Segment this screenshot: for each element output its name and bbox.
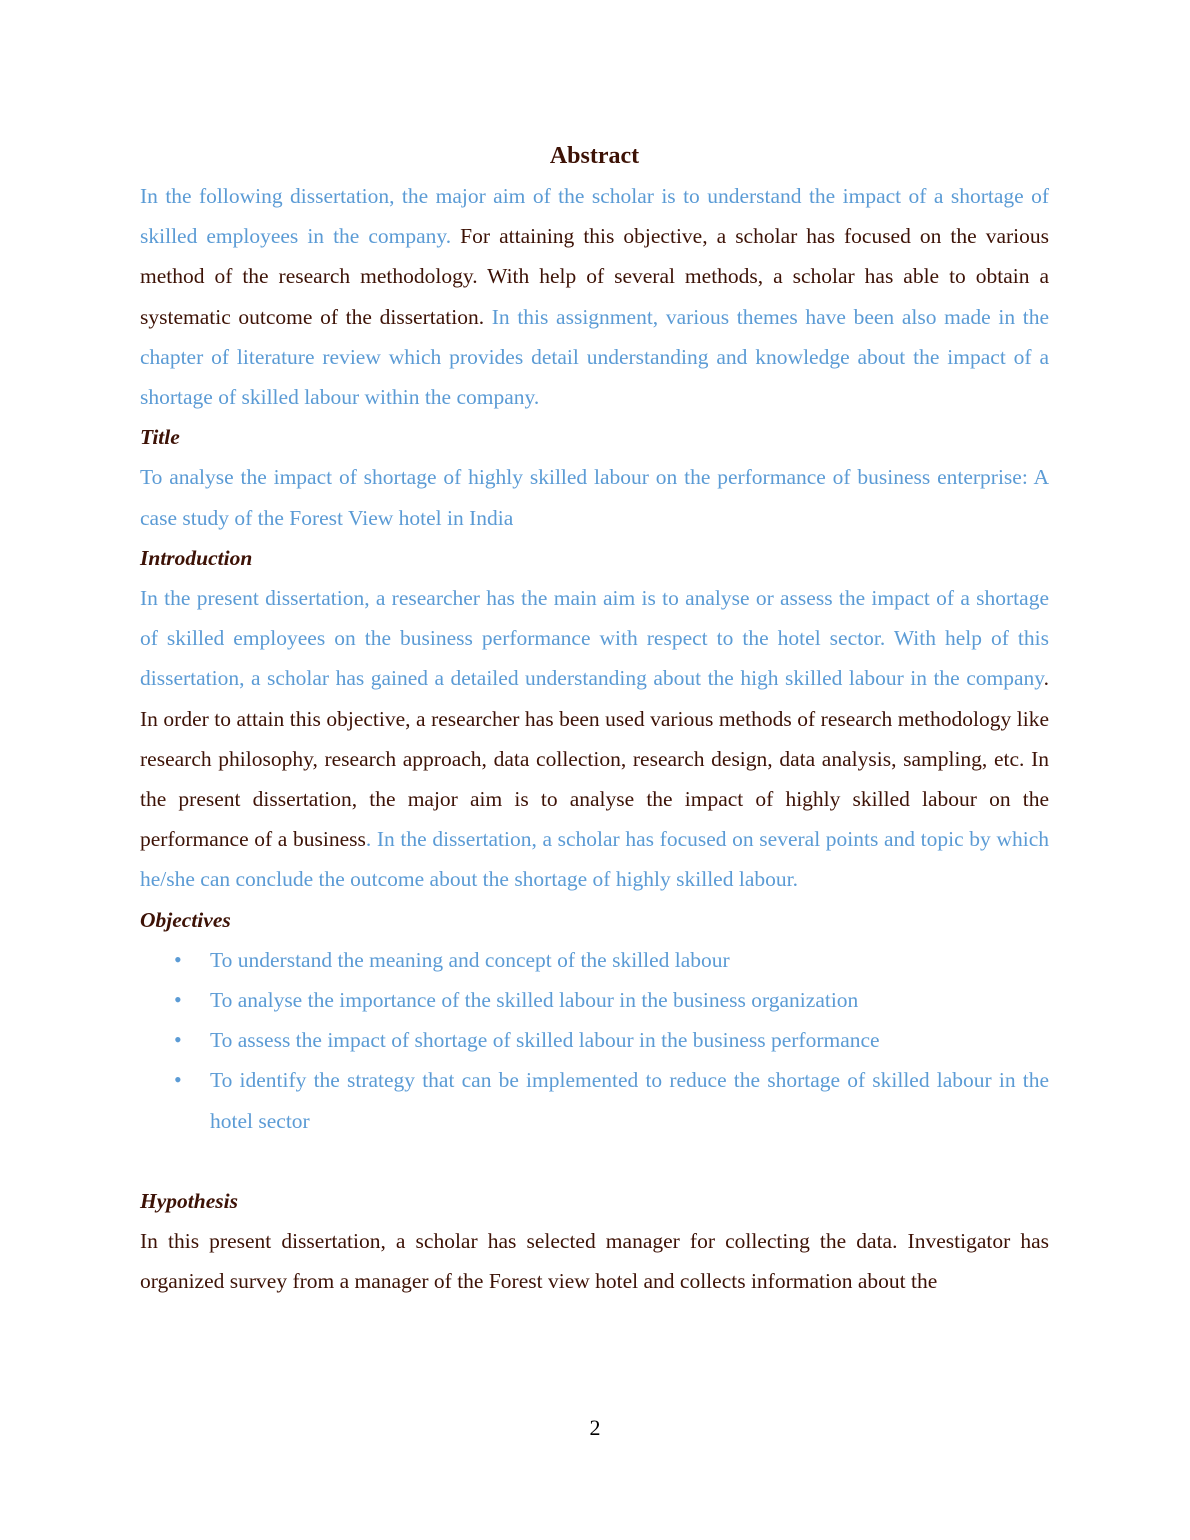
abstract-heading: Abstract <box>549 143 640 169</box>
abstract-text-blue-2: In this assignment, various themes have been also made in the chapter of literature review which provides detail understanding and knowledge about the impact of a shortage of skilled labour within the company. <box>140 304 1049 410</box>
title-heading: Title <box>140 425 180 450</box>
objective-item <box>140 980 1049 1020</box>
bullet-icon: • <box>174 946 182 972</box>
objective-text: To understand the meaning and concept of the skilled labour <box>210 947 730 972</box>
objective-text: To identify the strategy that can be implemented to reduce the shortage of skilled labour in the hotel sector <box>210 1068 1049 1133</box>
page-content <box>140 136 1049 1301</box>
introduction-text-blue-1: In the present dissertation, a researcher has the main aim is to analyse or assess the impact of a shortage of skilled employees on the business performance with respect to the hotel sector. With help of this dissertation, a scholar has gained a detailed understanding about the high skilled labour in the company <box>140 586 1049 691</box>
bullet-icon: • <box>174 1027 182 1053</box>
blank-line <box>140 1141 1049 1181</box>
introduction-paragraph <box>140 578 1049 900</box>
objectives-heading: Objectives <box>140 907 231 932</box>
objective-item <box>140 1060 1049 1140</box>
objective-text: To assess the impact of shortage of skilled labour in the business performance <box>210 1028 880 1053</box>
objective-item <box>140 940 1049 980</box>
hypothesis-heading: Hypothesis <box>140 1188 238 1213</box>
introduction-heading: Introduction <box>140 545 253 570</box>
introduction-text-dark-1: . In order to attain this objective, a researcher has been used various methods of research methodology like research philosophy, research approach, data collection, research design, data analysis, sampling, etc. In the present dissertation, the major aim is to analyse the impact of highly skilled labour on the performance of a business <box>140 666 1049 852</box>
objectives-list <box>140 940 1049 1141</box>
abstract-text-dark-1: For attaining this objective, a scholar has focused on the various method of the research methodology. With help of several methods, a scholar has able to obtain a systematic outcome of the dissertation. <box>140 224 1049 329</box>
bullet-icon: • <box>174 1067 182 1093</box>
objective-text: To analyse the importance of the skilled labour in the business organization <box>210 988 859 1013</box>
title-paragraph: To analyse the impact of shortage of highly skilled labour on the performance of business enterprise: A case study of the Forest View hotel in India <box>140 465 1049 530</box>
bullet-icon: • <box>174 987 182 1013</box>
objective-item <box>140 1020 1049 1060</box>
hypothesis-paragraph: In this present dissertation, a scholar has selected manager for collecting the data. Investigator has organized survey from a manager of the Forest view hotel and collects information about the <box>140 1229 1049 1294</box>
introduction-text-blue-2: . In the dissertation, a scholar has focused on several points and topic by which he/she can conclude the outcome about the shortage of highly skilled labour. <box>140 827 1049 892</box>
abstract-text-blue-1: In the following dissertation, the major aim of the scholar is to understand the impact of a shortage of skilled employees in the company. <box>140 184 1049 249</box>
page-number: 2 <box>589 1415 601 1440</box>
abstract-paragraph <box>140 176 1049 417</box>
